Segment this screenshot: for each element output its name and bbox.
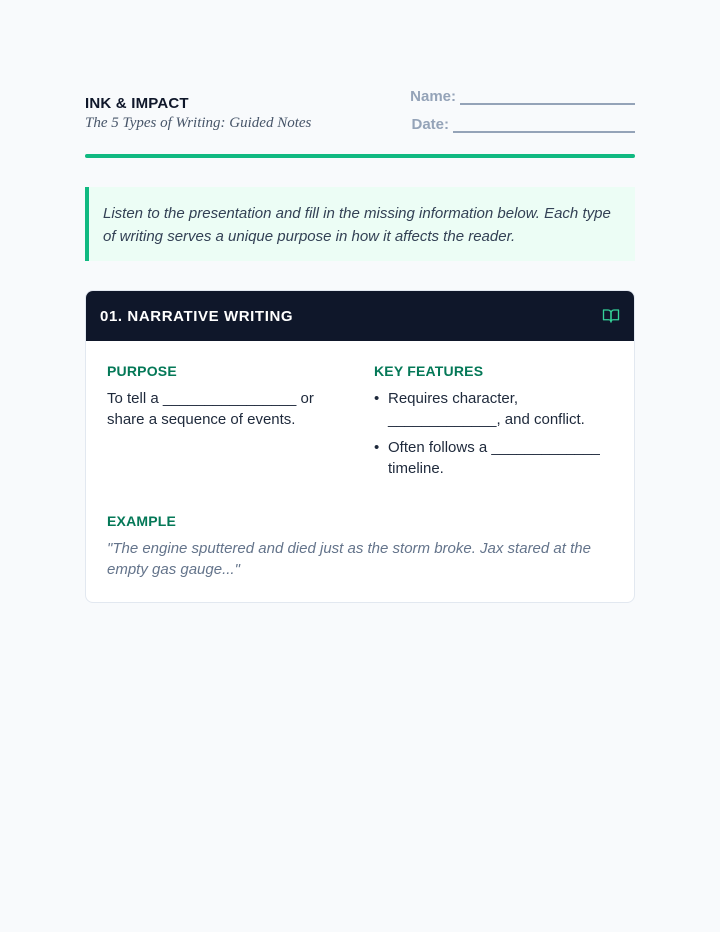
instructions-callout [85, 187, 635, 261]
worksheet-subtitle: The 5 Types of Writing: Guided Notes [85, 115, 312, 131]
date-blank-line[interactable] [453, 117, 635, 133]
name-field[interactable] [410, 88, 635, 105]
purpose-text: To tell a ________________ or share a sequence of events. [107, 390, 314, 428]
key-features-label: KEY FEATURES [374, 363, 484, 379]
card-header [86, 291, 634, 341]
narrative-writing-card [85, 290, 635, 603]
example-text: "The engine sputtered and died just as the storm broke. Jax stared at the empty gas gauge..." [107, 540, 591, 578]
purpose-section [107, 363, 337, 430]
header-divider [85, 154, 635, 158]
key-features-section [374, 363, 619, 486]
list-item: • Requires character, _____________, and conflict. [388, 388, 619, 430]
instructions-text: Listen to the presentation and fill in the missing information below. Each type of writing serves a unique purpose in how it affects the reader. [103, 205, 611, 245]
name-blank-line[interactable] [460, 89, 635, 105]
purpose-label: PURPOSE [107, 363, 177, 379]
date-label: Date: [411, 116, 449, 133]
worksheet-header [85, 86, 635, 158]
features-list [374, 388, 619, 479]
example-label: EXAMPLE [107, 513, 177, 529]
list-item: • Often follows a _____________ timeline. [388, 437, 619, 479]
example-section [107, 513, 617, 580]
date-field[interactable] [411, 116, 635, 133]
card-title: 01. NARRATIVE WRITING [100, 307, 294, 325]
book-open-icon [602, 307, 620, 325]
name-label: Name: [410, 88, 456, 105]
brand-title: INK & IMPACT [85, 95, 189, 112]
